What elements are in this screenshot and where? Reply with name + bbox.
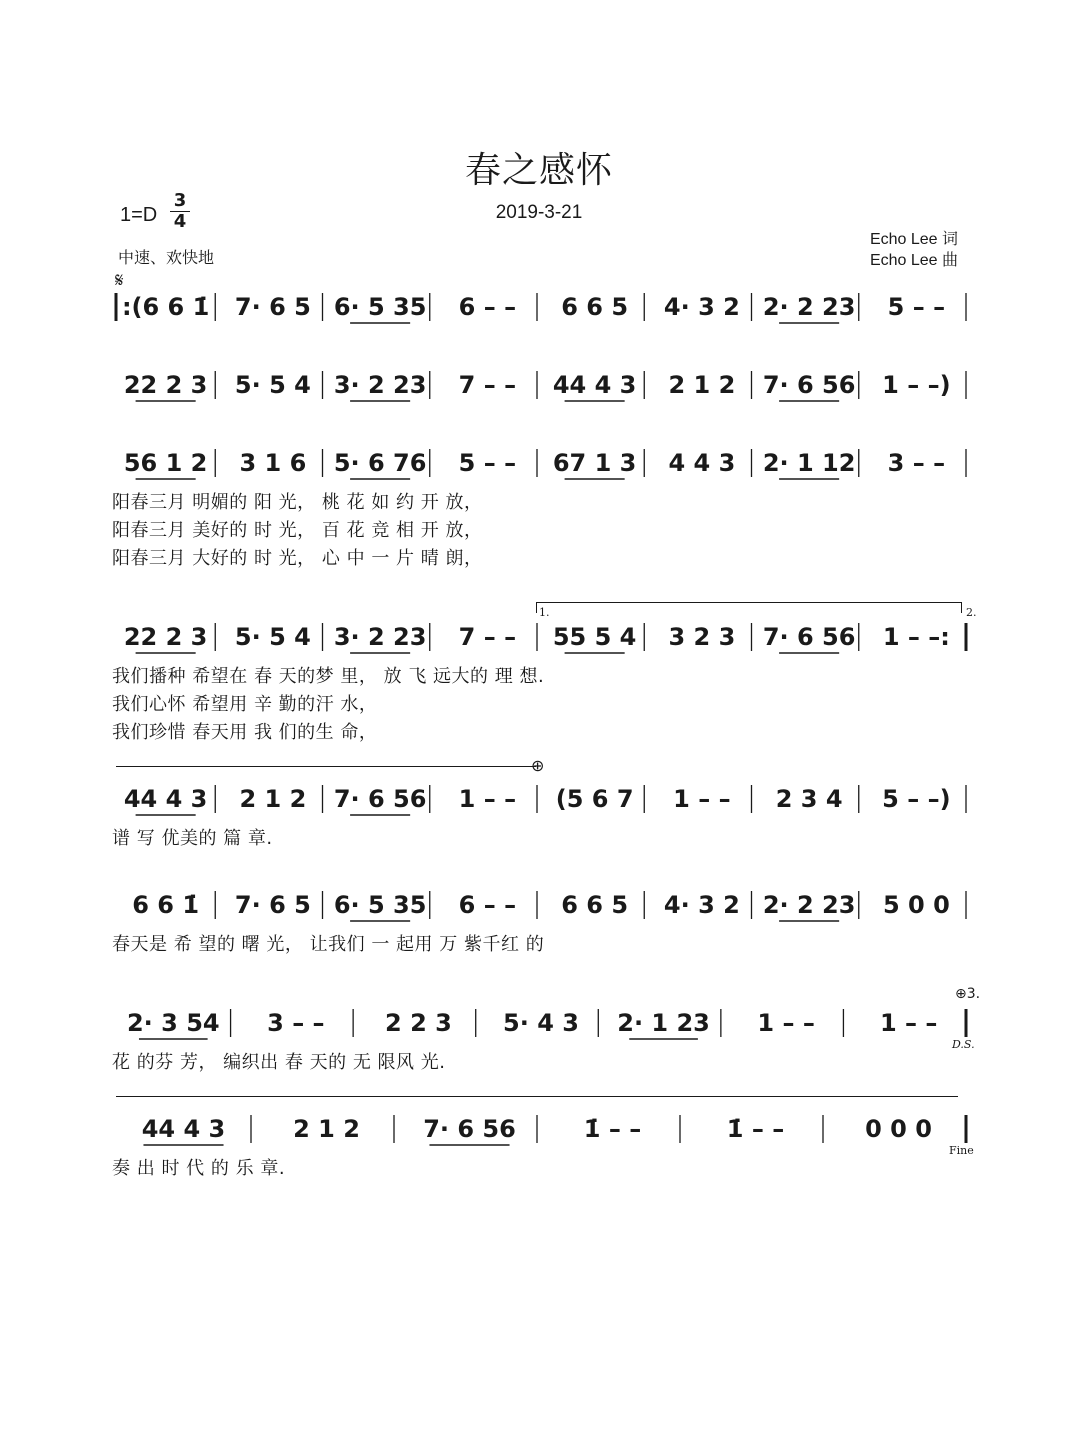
measure: 1 – – bbox=[757, 1009, 815, 1037]
measure: 5· 6 76 bbox=[333, 449, 427, 477]
measure: 7· 6 56 bbox=[762, 371, 856, 399]
measure: 7· 6 56 bbox=[333, 785, 427, 813]
measure: 3· 2 23 bbox=[333, 371, 427, 399]
lyric-line: 谱 写 优美的 篇 章. bbox=[112, 828, 273, 849]
measure: 7· 6 5 bbox=[234, 293, 311, 321]
measure: 6 6 5 bbox=[561, 293, 629, 321]
lyric-line: 花 的芬 芳， 编织出 春 天的 无 限风 光. bbox=[112, 1052, 446, 1073]
lyric-line: 春天是 希 望的 曙 光， 让我们 一 起用 万 紫千红 的 bbox=[112, 934, 545, 955]
measure: 5· 5 4 bbox=[234, 371, 311, 399]
coda-icon: ⊕ bbox=[531, 756, 545, 775]
measure: 1 – – bbox=[880, 1009, 938, 1037]
measure: 1̇ – – bbox=[583, 1115, 642, 1143]
system-2 bbox=[112, 363, 970, 423]
measure: 1 – – bbox=[458, 785, 517, 813]
meter-top: 3 bbox=[173, 190, 187, 211]
measure: 2· 1 12 bbox=[762, 449, 856, 477]
measure: 4· 3 2 bbox=[663, 293, 740, 321]
measure: 2 1 2 bbox=[239, 785, 307, 813]
measure: 22 2 3 bbox=[123, 371, 208, 399]
measure: 7 – – bbox=[458, 623, 517, 651]
coda-3-icon: ⊕3. bbox=[955, 986, 981, 1002]
measure: 1 – –: bbox=[882, 623, 950, 651]
measure: 6· 5 35 bbox=[333, 891, 427, 919]
measure: 4· 3 2 bbox=[663, 891, 740, 919]
measure: 44 4 3 bbox=[123, 785, 208, 813]
measure: 2· 3 54 bbox=[126, 1009, 220, 1037]
measure: 4 4 3 bbox=[668, 449, 736, 477]
measure: 6 – – bbox=[458, 293, 517, 321]
lyricist: Echo Lee 词 bbox=[869, 231, 958, 248]
ds-marking: D.S. bbox=[952, 1038, 975, 1051]
volta-bracket bbox=[536, 602, 962, 613]
measure: 1 – –) bbox=[882, 371, 951, 399]
system-1-svg bbox=[112, 285, 970, 345]
system-1 bbox=[112, 285, 970, 345]
measure: :(6 6 1̇ bbox=[121, 293, 210, 321]
measure: 2· 2 23 bbox=[762, 891, 856, 919]
measure: 2 1 2 bbox=[668, 371, 736, 399]
measure: 55 5 4 bbox=[552, 623, 637, 651]
coda-line bbox=[116, 766, 536, 767]
time-signature bbox=[170, 192, 190, 231]
composer: Echo Lee 曲 bbox=[869, 252, 958, 269]
measure: 2 3 4 bbox=[775, 785, 843, 813]
segno-icon: 𝄋 bbox=[115, 268, 124, 292]
volta-2-label: 2. bbox=[966, 606, 977, 619]
measure: 7 – – bbox=[458, 371, 517, 399]
measure: 7· 6 5 bbox=[234, 891, 311, 919]
date: 2019-3-21 bbox=[495, 202, 583, 223]
measure: 5· 5 4 bbox=[234, 623, 311, 651]
measure: 6 – – bbox=[458, 891, 517, 919]
measure: (5 6 7 bbox=[555, 785, 634, 813]
measure: 2· 2 23 bbox=[762, 293, 856, 321]
measure: 6 6 5 bbox=[561, 891, 629, 919]
song-title: 春之感怀 bbox=[464, 150, 613, 191]
measure: 6 6 1̇ bbox=[132, 891, 200, 919]
measure: 3 2 3 bbox=[668, 623, 736, 651]
measure: 7· 6 56 bbox=[423, 1115, 516, 1143]
meter-bottom: 4 bbox=[173, 211, 187, 232]
final-line bbox=[116, 1096, 958, 1097]
lyric-line: 我们心怀 希望用 辛 勤的汗 水， bbox=[112, 694, 378, 715]
lyric-line: 阳春三月 美好的 时 光， 百 花 竞 相 开 放， bbox=[112, 520, 483, 541]
tempo-marking: 中速、欢快地 bbox=[118, 248, 215, 267]
measure: 3 – – bbox=[887, 449, 946, 477]
lyric-line: 奏 出 时 代 的 乐 章. bbox=[112, 1158, 286, 1179]
measure: 1̇ – – bbox=[726, 1115, 785, 1143]
lyric-line: 阳春三月 大好的 时 光， 心 中 一 片 晴 朗， bbox=[112, 548, 483, 569]
measure: 5 – – bbox=[887, 293, 946, 321]
system-2-svg bbox=[112, 363, 970, 423]
measure: 2· 1 23 bbox=[617, 1009, 710, 1037]
fine-marking: Fine bbox=[949, 1144, 974, 1157]
measure: 2 1 2 bbox=[293, 1115, 360, 1143]
measure: 2 2 3 bbox=[385, 1009, 452, 1037]
lyric-line: 我们播种 希望在 春 天的梦 里， 放 飞 远大的 理 想. bbox=[112, 666, 545, 687]
measure: 67 1 3 bbox=[552, 449, 637, 477]
key-signature: 1=D bbox=[120, 204, 158, 226]
lyric-line: 阳春三月 明媚的 阳 光， 桃 花 如 约 开 放， bbox=[112, 492, 483, 513]
measure: 3· 2 23 bbox=[333, 623, 427, 651]
measure: 0 0 0 bbox=[865, 1115, 932, 1143]
volta-1-label: 1. bbox=[539, 606, 550, 619]
measure: 5 – –) bbox=[882, 785, 951, 813]
lyric-line: 我们珍惜 春天用 我 们的生 命， bbox=[112, 722, 378, 743]
measure: 22 2 3 bbox=[123, 623, 208, 651]
measure: 5· 4 3 bbox=[503, 1009, 579, 1037]
measure: 5 – – bbox=[458, 449, 517, 477]
measure: 44 4 3 bbox=[552, 371, 637, 399]
measure: 44 4 3 bbox=[141, 1115, 226, 1143]
measure: 56 1 2 bbox=[123, 449, 208, 477]
measure: 3 1 6 bbox=[239, 449, 307, 477]
measure: 5 0 0 bbox=[882, 891, 950, 919]
measure: 7· 6 56 bbox=[762, 623, 856, 651]
measure: 3 – – bbox=[267, 1009, 325, 1037]
measure: 6· 5 35 bbox=[333, 293, 427, 321]
measure: 1 – – bbox=[673, 785, 731, 813]
